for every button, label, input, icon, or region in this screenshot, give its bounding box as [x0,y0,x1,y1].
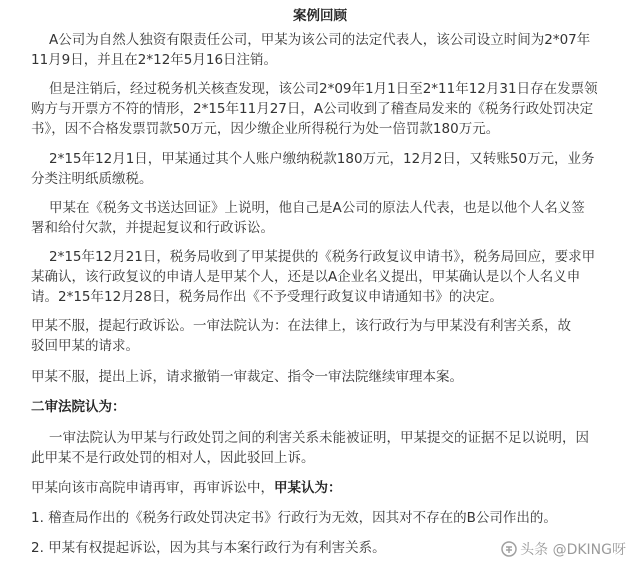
paragraph-line: 2*15年12月1日，甲某通过其个人账户缴纳税款180万元，12月2日，又转账50万元，业务 [49,151,595,167]
paragraph-line: 某确认，该行政复议的申请人是甲某个人，还是以A企业名义提出，甲某确认是以个人名义申 [31,269,581,285]
watermark-text: 头条 @DKING呀 [520,542,626,558]
paragraph-line: 购方与开票方不符的情形，2*15年11月27日，A公司收到了稽查局发来的《税务行政处罚决定 [31,101,594,117]
paragraph-text: 甲某向该市高院申请再审，再审诉讼中， [31,480,274,496]
list-item: 2. 甲某有权提起诉讼，因为其与本案行政行为有利害关系。 [31,540,386,556]
paragraph-line: 一审法院认为甲某与行政处罚之间的利害关系未能被证明，甲某提交的证据不足以说明，因 [49,430,589,446]
paragraph-line: A公司为自然人独资有限责任公司，甲某为该公司的法定代表人，该公司设立时间为2*07年 [49,32,591,48]
paragraph-line: 分类注明纸质缴税。 [31,171,153,187]
list-item: 1. 稽查局作出的《税务行政处罚决定书》行政行为无效，因其对不存在的B公司作出的。 [31,510,557,526]
paragraph-line: 但是注销后，经过税务机关核查发现，该公司2*09年1月1日至2*11年12月31日存在发票领 [49,81,598,97]
paragraph-line: 请。2*15年12月28日，税务局作出《不予受理行政复议申请通知书》的决定。 [31,289,503,305]
paragraph-line: 书》，因不合格发票罚款50万元，因少缴企业所得税行为处一倍罚款180万元。 [31,121,500,137]
paragraph-line: 甲某在《税务文书送达回证》上说明，他自己是A公司的原法人代表，也是以他个人名义签 [49,200,585,216]
paragraph-line: 此甲某不是行政处罚的相对人，因此驳回上诉。 [31,450,315,466]
paragraph-line: 驳回甲某的请求。 [31,338,139,354]
paragraph-line [31,478,630,498]
paragraph-line: 署和给付欠款，并提起复议和行政诉讼。 [31,220,274,236]
section-heading: 二审法院认为： [31,399,126,415]
bold-phrase: 甲某认为： [274,480,342,496]
paragraph-line: 甲某不服，提出上诉，请求撤销一审裁定、指令一审法院继续审理本案。 [31,369,463,385]
paragraph-line: 甲某不服，提起行政诉讼。一审法院认为：在法律上，该行政行为与甲某没有利害关系，故 [31,318,571,334]
paragraph-line: 11月9日，并且在2*12年5月16日注销。 [31,52,278,68]
document-title: 案例回顾 [293,8,347,24]
paragraph-line: 2*15年12月21日，税务局收到了甲某提供的《税务行政复议申请书》，税务局回应，要求甲 [49,249,596,265]
toutiao-logo-icon [501,541,517,557]
watermark [501,539,626,559]
